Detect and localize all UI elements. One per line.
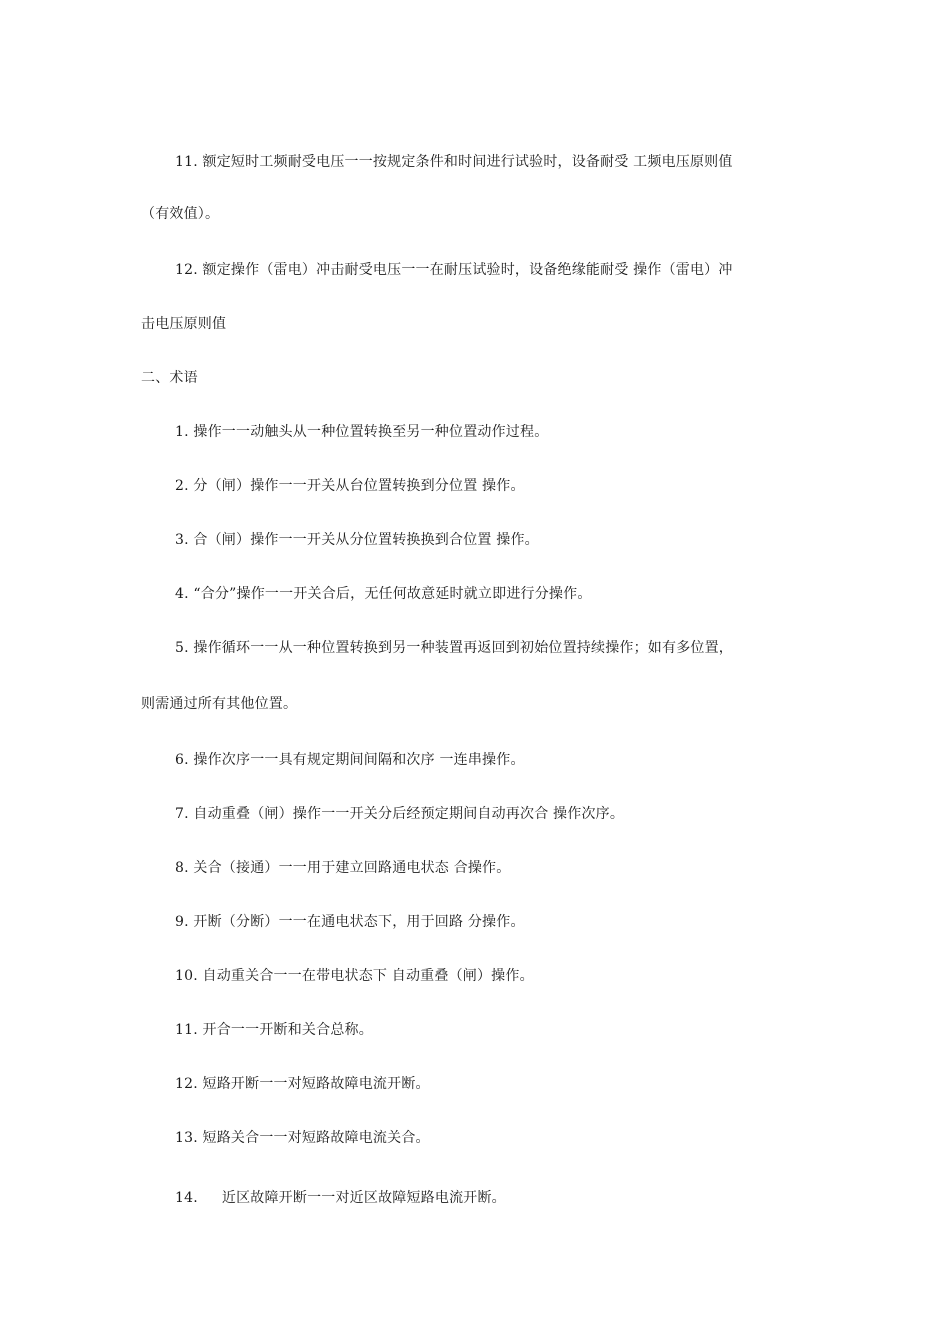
term-14 [175,1188,506,1208]
item-12-line2: 击电压原则值 [141,316,227,332]
term-7: 7. 自动重叠（闸）操作一一开关分后经预定期间自动再次合 操作次序。 [175,806,625,822]
term-6: 6. 操作次序一一具有规定期间间隔和次序 一连串操作。 [175,752,525,768]
item-11-line2: （有效值）。 [141,206,220,222]
term-12: 12. 短路开断一一对短路故障电流开断。 [175,1076,430,1092]
term-4: 4. “合分”操作一一开关合后，无任何故意延时就立即进行分操作。 [175,586,592,602]
term-1: 1. 操作一一动触头从一种位置转换至另一种位置动作过程。 [175,424,549,440]
term-11: 11. 开合一一开断和关合总称。 [175,1022,373,1038]
section-title: 二、术语 [141,370,198,386]
term-2: 2. 分（闸）操作一一开关从台位置转换到分位置 操作。 [175,478,525,494]
term-5-line1: 5. 操作循环一一从一种位置转换到另一种装置再返回到初始位置持续操作；如有多位置， [175,640,734,656]
term-14-text: 近区故障开断一一对近区故障短路电流开断。 [221,1190,506,1206]
term-14-number: 14. [175,1190,198,1206]
item-12-line1: 12. 额定操作（雷电）冲击耐受电压一一在耐压试验时，设备绝缘能耐受 操作（雷电）冲 [175,262,733,278]
term-9: 9. 开断（分断）一一在通电状态下，用于回路 分操作。 [175,914,525,930]
term-8: 8. 关合（接通）一一用于建立回路通电状态 合操作。 [175,860,511,876]
term-5-line2: 则需通过所有其他位置。 [141,696,298,712]
item-11-line1: 11. 额定短时工频耐受电压一一按规定条件和时间进行试验时，设备耐受 工频电压原则值 [175,154,733,170]
term-10: 10. 自动重关合一一在带电状态下 自动重叠（闸）操作。 [175,968,534,984]
term-13: 13. 短路关合一一对短路故障电流关合。 [175,1130,430,1146]
term-3: 3. 合（闸）操作一一开关从分位置转换换到合位置 操作。 [175,532,539,548]
